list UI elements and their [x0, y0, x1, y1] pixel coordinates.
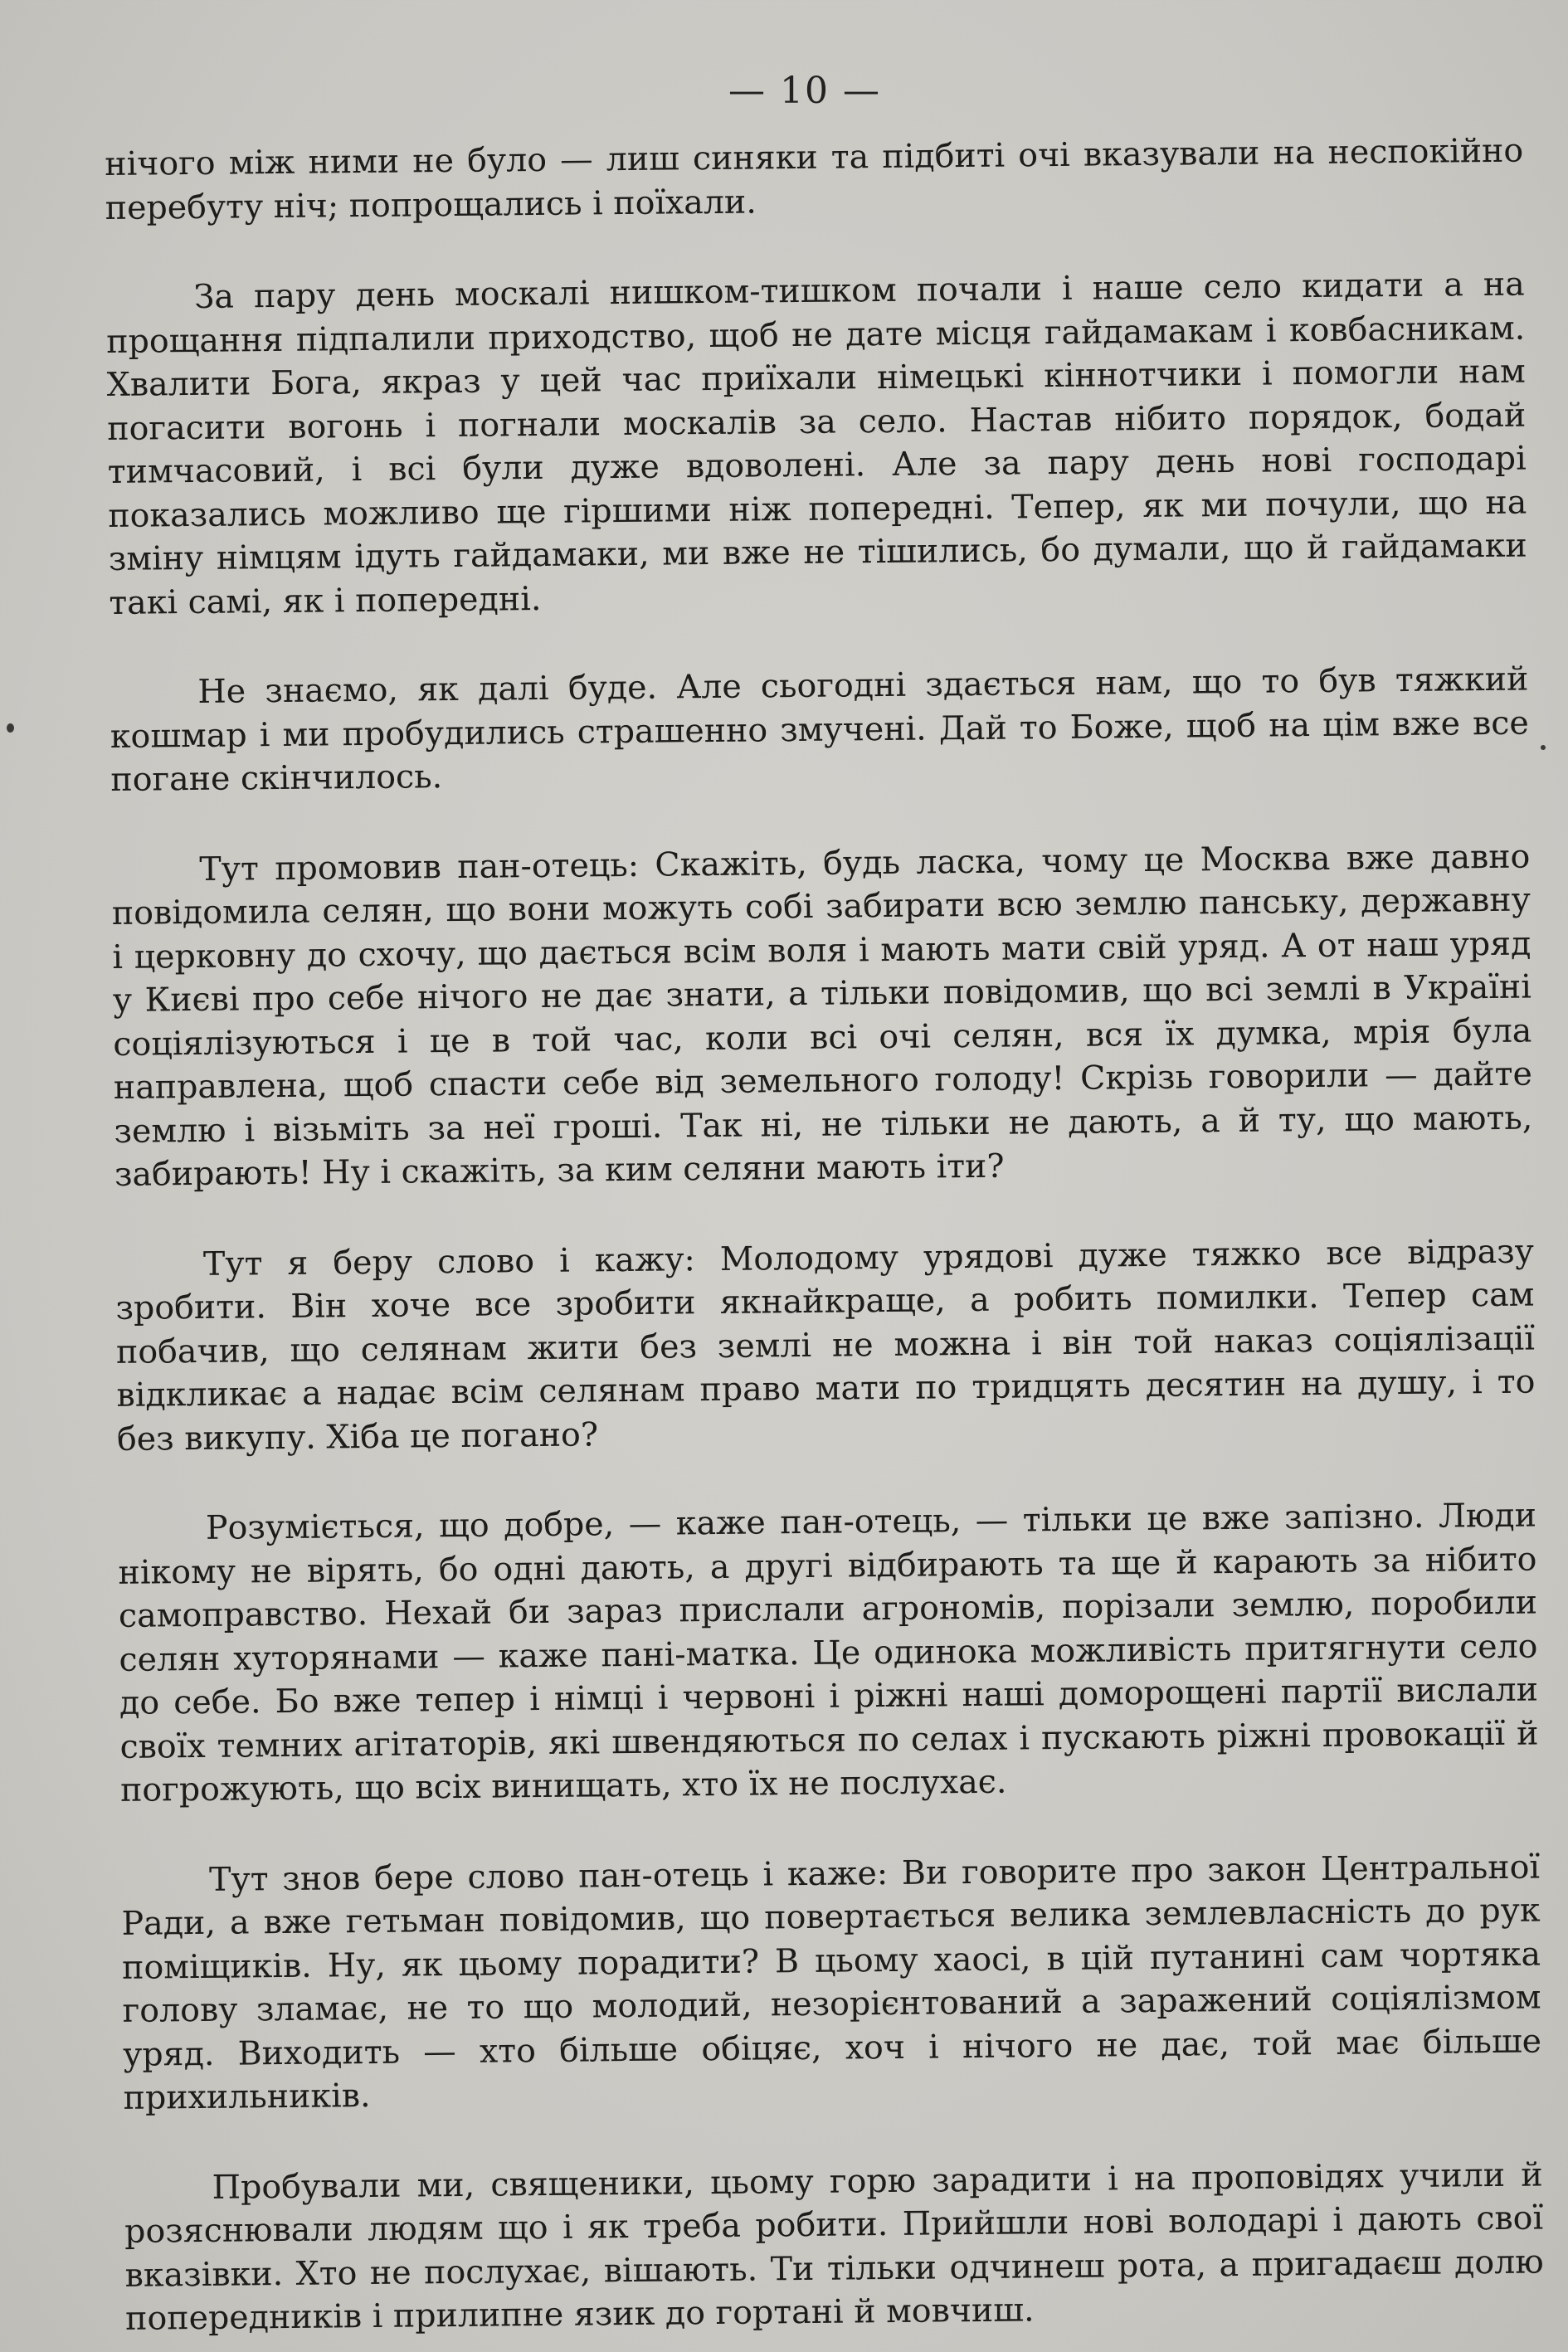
paragraph: нічого між ними не було — лиш синяки та підбиті очі вказували на неспокійно перебуту ніч; попрощались і поїхали. — [105, 131, 1524, 227]
paragraph: Тут промовив пан-отець: Скажіть, будь ласка, чому це Москва вже давно повідомила селян, що вони можуть собі забирати всю землю панську, державну і церковну до схочу, що дається всім воля і мають мати свій уряд. А от наш уряд у Києві про себе нічого не дає знати, а тільки повідомив, що всі землі в Україні соціялізуються і це в той час, коли всі очі селян, вся їх думка, мрія була направлена, щоб спасти себе від земельного голоду! Скрізь говорили — дайте землю і візьміть за неї гроші. Так ні, не тільки не дають, а й ту, що мають, забирають! Ну і скажіть, за ким селяни мають іти? — [111, 837, 1533, 1194]
paper-speck — [7, 723, 14, 733]
paragraph: За пару день москалі нишком-тишком почали і наше село кидати а на прощання підпалили приходство, щоб не дате місця гайдамакам і ковбасникам. Хвалити Бога, якраз у цей час приїхали німецькі кіннотчики і помогли нам погасити вогонь і погнали москалів за село. Настав нібито порядок, бодай тимчасовий, і всі були дуже вдоволені. Але за пару день нові господарі показались можливо ще гіршими ніж попередні. Тепер, як ми почули, що на зміну німцям ідуть гайдамаки, ми вже не тішились, бо думали, що й гайдамаки такі самі, як і попередні. — [106, 265, 1527, 622]
page-text — [105, 129, 1544, 2341]
paragraph: Не знаємо, як далі буде. Але сьогодні здається нам, що то був тяжкий кошмар і ми пробудились страшенно змучені. Дай то Боже, щоб на цім вже все погане скінчилось. — [110, 660, 1530, 799]
paragraph: Пробували ми, священики, цьому горю зарадити і на проповідях учили й розяснювали людям що і як треба робити. Прийшли нові володарі і дають свої вказівки. Хто не послухає, вішають. Ти тільки одчинеш рота, а пригадаєш долю попередників і прилипне язик до гортані й мовчиш. — [124, 2155, 1544, 2338]
paragraph: Розуміється, що добре, — каже пан-отець, — тільки це вже запізно. Люди нікому не вірять, бо одні дають, а другі відбирають та ще й карають за нібито самоправство. Нехай би зараз прислали агрономів, порізали землю, поробили селян хуторянами — каже пані-матка. Це одинока можливість притягнути село до себе. Бо вже тепер і німці і червоні і ріжні наші доморощені партії вислали своїх темних агітаторів, які швендяються по селах і пускають ріжні провокації й погрожують, що всіх винищать, хто їх не послухає. — [118, 1496, 1539, 1809]
page-number: — 10 — — [728, 70, 881, 112]
paper-speck — [1541, 745, 1546, 750]
paragraph: Тут я беру слово і кажу: Молодому урядові дуже тяжко все відразу зробити. Він хоче все зробити якнайкраще, а робить помилки. Тепер сам побачив, що селянам жити без землі не можна і він той наказ соціялізації відкликає а надає всім селянам право мати по тридцять десятин на душу, і то без викупу. Хіба це погано? — [115, 1232, 1536, 1458]
paragraph: Тут знов бере слово пан-отець і каже: Ви говорите про закон Центральної Ради, а вже гетьман повідомив, що повертається велика землевласність до рук поміщиків. Ну, як цьому порадити? В цьому хаосі, в цій путанині сам чортяка голову зламає, не то що молодий, незорієнтований а заражений соціялізмом уряд. Виходить — хто більше обіцяє, хоч і нічого не дає, той має більше прихильників. — [121, 1847, 1542, 2117]
